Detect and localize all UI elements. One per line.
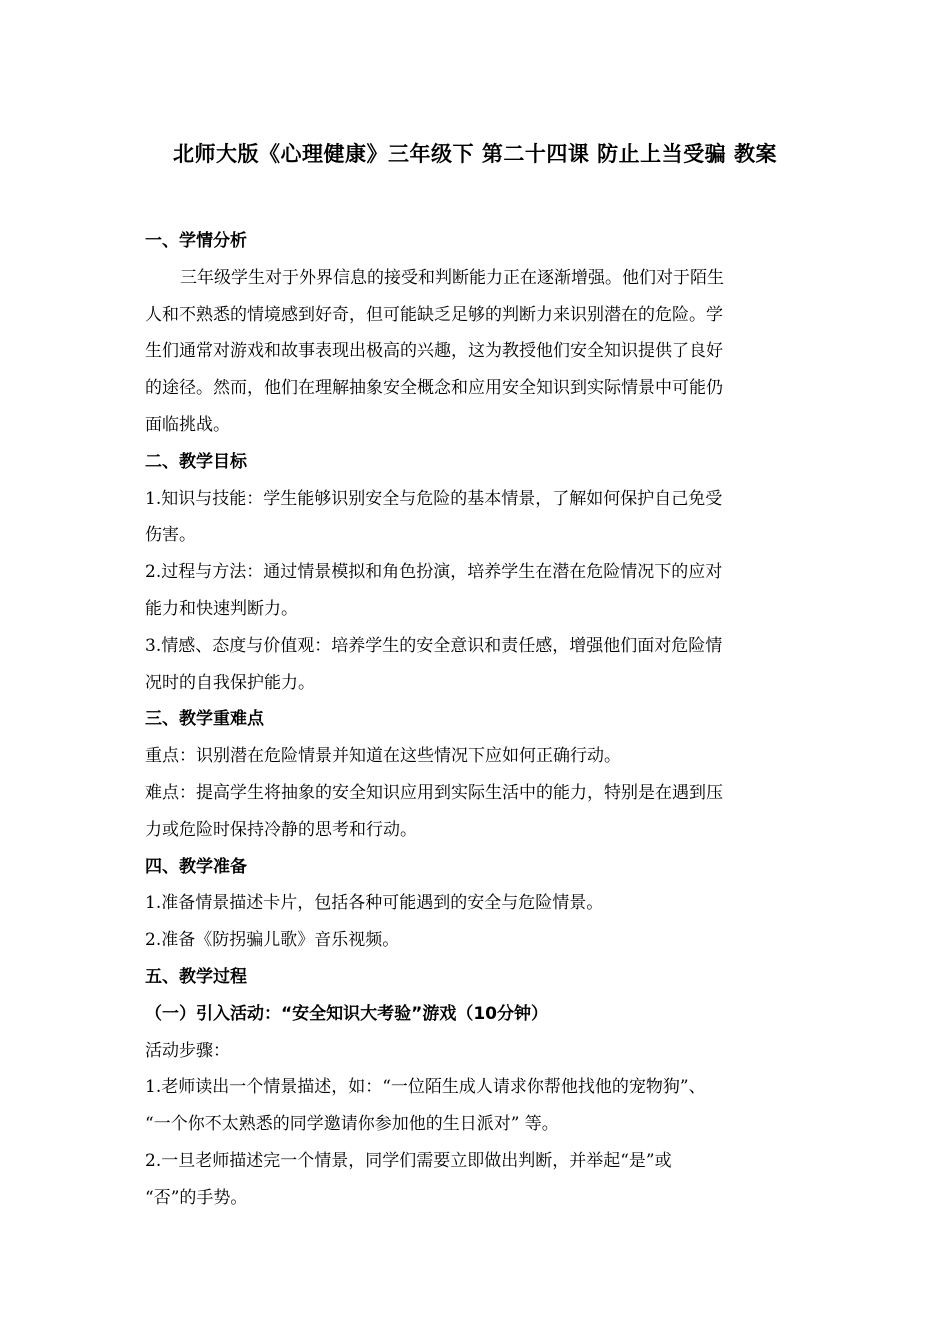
paragraph-line: 三年级学生对于外界信息的接受和判断能力正在逐渐增强。他们对于陌生 bbox=[180, 267, 724, 288]
paragraph-line: 面临挑战。 bbox=[145, 414, 230, 435]
paragraph-line: 人和不熟悉的情境感到好奇，但可能缺乏足够的判断力来识别潜在的危险。学 bbox=[145, 304, 723, 325]
section-heading-process: 五、教学过程 bbox=[145, 966, 247, 987]
paragraph-line: 难点：提高学生将抽象的安全知识应用到实际生活中的能力，特别是在遇到压 bbox=[145, 782, 723, 803]
section-heading-key-points: 三、教学重难点 bbox=[145, 709, 264, 730]
paragraph-line: 2.过程与方法：通过情景模拟和角色扮演，培养学生在潜在危险情况下的应对 bbox=[145, 562, 723, 583]
paragraph-line: 况时的自我保护能力。 bbox=[145, 672, 315, 693]
paragraph-line: “否”的手势。 bbox=[145, 1187, 248, 1208]
paragraph-line: 1.老师读出一个情景描述，如：“一位陌生成人请求你帮他找他的宠物狗”、 bbox=[145, 1077, 706, 1098]
paragraph-line: 伤害。 bbox=[145, 525, 196, 546]
paragraph-line: 生们通常对游戏和故事表现出极高的兴趣，这为教授他们安全知识提供了良好 bbox=[145, 341, 723, 362]
paragraph-line: 力或危险时保持冷静的思考和行动。 bbox=[145, 819, 417, 840]
paragraph-line: 2.一旦老师描述完一个情景，同学们需要立即做出判断，并举起“是”或 bbox=[145, 1150, 672, 1171]
paragraph-line: 1.准备情景描述卡片，包括各种可能遇到的安全与危险情景。 bbox=[145, 893, 604, 914]
paragraph-line: 2.准备《防拐骗儿歌》音乐视频。 bbox=[145, 930, 400, 951]
paragraph-line: 重点：识别潜在危险情景并知道在这些情况下应如何正确行动。 bbox=[145, 746, 621, 767]
subsection-heading-intro-activity: （一）引入活动：“安全知识大考验”游戏（10分钟） bbox=[145, 1003, 549, 1024]
section-heading-goals: 二、教学目标 bbox=[145, 451, 247, 472]
paragraph-line: 能力和快速判断力。 bbox=[145, 598, 298, 619]
section-heading-preparation: 四、教学准备 bbox=[145, 856, 247, 877]
paragraph-line: “一个你不太熟悉的同学邀请你参加他的生日派对” 等。 bbox=[145, 1114, 559, 1135]
document-body bbox=[145, 223, 800, 1217]
paragraph-line: 活动步骤： bbox=[145, 1040, 230, 1061]
paragraph-line: 1.知识与技能：学生能够识别安全与危险的基本情景，了解如何保护自己免受 bbox=[145, 488, 723, 509]
paragraph-line: 3.情感、态度与价值观：培养学生的安全意识和责任感，增强他们面对危险情 bbox=[145, 635, 723, 656]
page-title: 北师大版《心理健康》三年级下 第二十四课 防止上当受骗 教案 bbox=[173, 142, 777, 166]
section-heading-analysis: 一、学情分析 bbox=[145, 231, 247, 251]
paragraph-line: 的途径。然而，他们在理解抽象安全概念和应用安全知识到实际情景中可能仍 bbox=[145, 378, 723, 399]
